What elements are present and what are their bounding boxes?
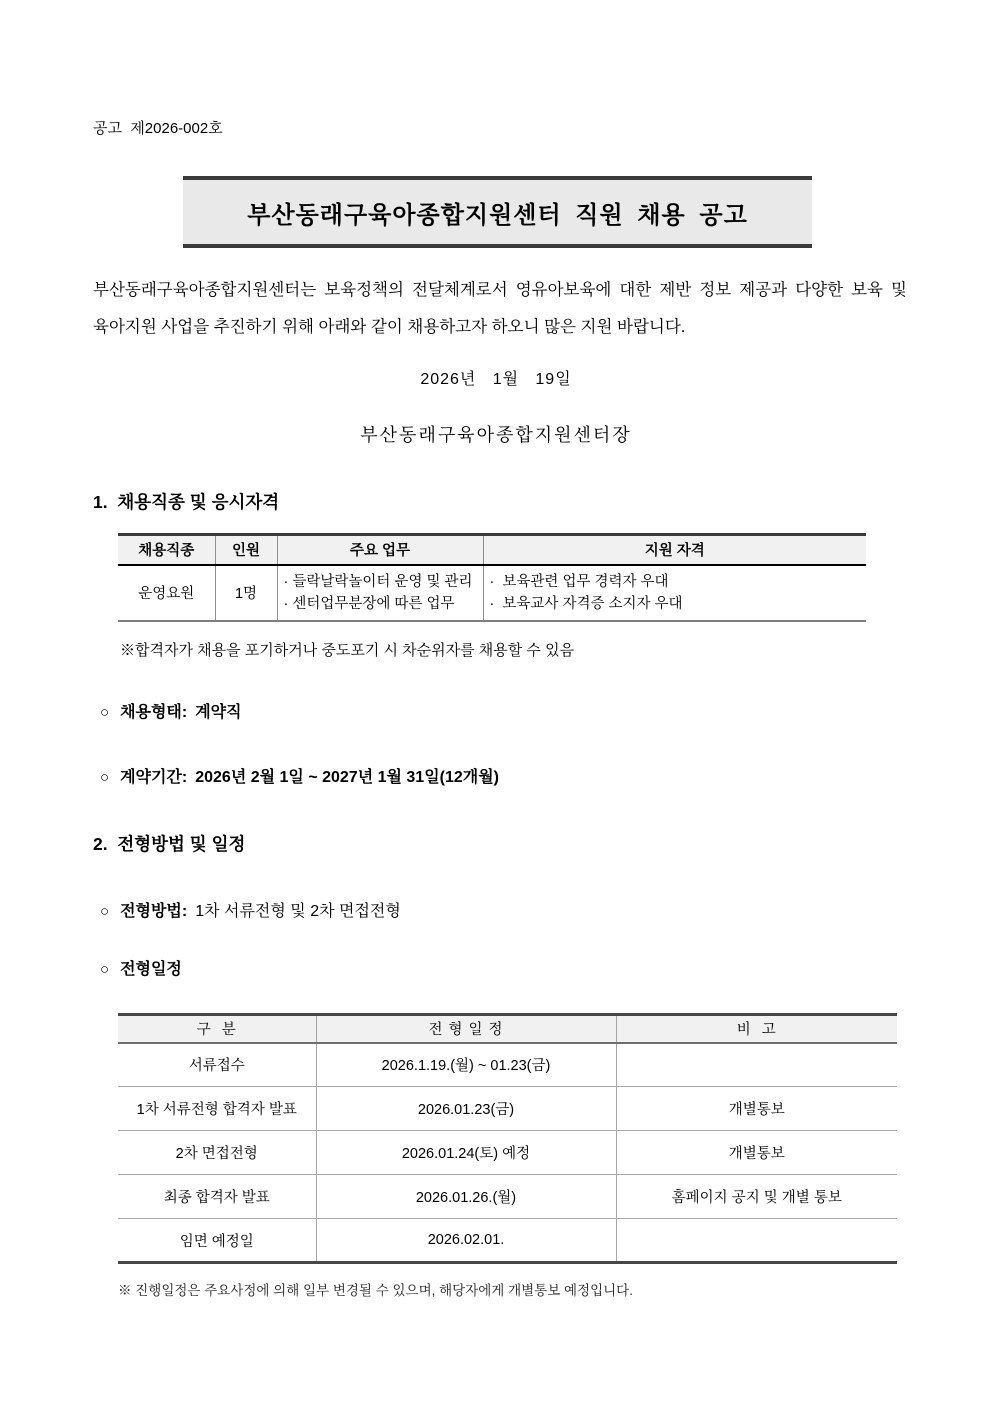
job-table-header-row bbox=[118, 535, 866, 565]
announcement-date: 2026년 1월 19일 bbox=[420, 371, 572, 388]
schedule-label: 전형일정 bbox=[120, 961, 182, 978]
schedule-cell: 1차 서류전형 합격자 발표 bbox=[118, 1087, 316, 1131]
circle-bullet-icon: ○ bbox=[100, 903, 110, 920]
schedule-row bbox=[118, 1043, 897, 1087]
job-table-header-qualifications: 지원 자격 bbox=[483, 535, 866, 565]
contract-period-label: 계약기간: bbox=[120, 769, 188, 786]
schedule-header-row bbox=[118, 1015, 897, 1043]
employment-type-value: 계약직 bbox=[195, 704, 242, 721]
schedule-header-dates: 전 형 일 정 bbox=[316, 1015, 616, 1043]
schedule-cell: 2026.01.24(토) 예정 bbox=[316, 1131, 616, 1175]
schedule-cell: 2026.02.01. bbox=[316, 1219, 616, 1263]
schedule-cell: 임면 예정일 bbox=[179, 1233, 254, 1250]
section1-heading: 1. 채용직종 및 응시자격 bbox=[93, 492, 280, 512]
circle-bullet-icon: ○ bbox=[100, 769, 110, 786]
page-title: 부산동래구육아종합지원센터 직원 채용 공고 bbox=[247, 201, 748, 229]
job-table bbox=[118, 533, 866, 622]
circle-bullet-icon: ○ bbox=[100, 704, 110, 721]
schedule-header-category: 구 분 bbox=[118, 1015, 316, 1043]
employment-type-label: 채용형태: bbox=[120, 704, 188, 721]
selection-method-item bbox=[100, 898, 401, 921]
employment-type-item bbox=[100, 699, 242, 722]
job-table-header-count: 인원 bbox=[215, 535, 277, 565]
section2-heading: 2. 전형방법 및 일정 bbox=[93, 834, 246, 854]
schedule-cell: 서류접수 bbox=[118, 1043, 316, 1087]
schedule-cell: 2026.01.23(금) bbox=[316, 1087, 616, 1131]
job-table-note: ※합격자가 채용을 포기하거나 중도포기 시 차순위자를 채용할 수 있음 bbox=[120, 642, 575, 659]
signature-line: 부산동래구육아종합지원센터장 bbox=[360, 425, 632, 445]
qualification-line: · 보육교사 자격증 소지자 우대 bbox=[489, 595, 683, 612]
schedule-table bbox=[118, 1013, 897, 1264]
schedule-cell: 홈페이지 공지 및 개별 통보 bbox=[616, 1175, 897, 1219]
schedule-cell bbox=[616, 1219, 897, 1263]
schedule-cell: 2026.01.26.(월) bbox=[316, 1175, 616, 1219]
schedule-row bbox=[118, 1131, 897, 1175]
intro-paragraph: 부산동래구육아종합지원센터는 보육정책의 전달체계로서 영유아보육에 대한 제반 정보 제공과 다양한 보육 및 육아지원 사업을 추진하기 위해 아래와 같이 채용하고자 하오니 많은 지원 바랍니다. bbox=[93, 281, 907, 336]
schedule-row bbox=[118, 1219, 897, 1263]
title-box bbox=[183, 176, 812, 248]
circle-bullet-icon: ○ bbox=[100, 961, 110, 978]
qualification-line: · 보육관련 업무 경력자 우대 bbox=[489, 573, 669, 590]
qualifications-cell bbox=[483, 565, 866, 621]
count-cell: 1명 bbox=[215, 565, 277, 621]
schedule-header-remarks: 비 고 bbox=[616, 1015, 897, 1043]
contract-period-item bbox=[100, 764, 499, 787]
job-table-header-duties: 주요 업무 bbox=[277, 535, 483, 565]
schedule-footnote: ※ 진행일정은 주요사정에 의해 일부 변경될 수 있으며, 해당자에게 개별통보 예정입니다. bbox=[118, 1283, 633, 1298]
schedule-cell bbox=[616, 1043, 897, 1087]
schedule-row bbox=[118, 1087, 897, 1131]
job-cell: 운영요원 bbox=[138, 586, 195, 602]
doc-number: 공고 제2026-002호 bbox=[93, 120, 223, 137]
schedule-cell: 최종 합격자 발표 bbox=[118, 1175, 316, 1219]
schedule-cell: 2차 면접전형 bbox=[118, 1131, 316, 1175]
schedule-row bbox=[118, 1175, 897, 1219]
schedule-cell: 개별통보 bbox=[616, 1131, 897, 1175]
duty-line: · 센터업무분장에 따른 업무 bbox=[283, 595, 455, 612]
selection-method-label: 전형방법: bbox=[120, 903, 188, 920]
schedule-cell: 개별통보 bbox=[616, 1087, 897, 1131]
duty-line: · 들락날락놀이터 운영 및 관리 bbox=[283, 573, 473, 590]
contract-period-value: 2026년 2월 1일 ~ 2027년 1월 31일(12개월) bbox=[195, 769, 500, 786]
duties-cell bbox=[277, 565, 483, 621]
job-table-row bbox=[118, 565, 866, 621]
job-table-header-job: 채용직종 bbox=[118, 535, 215, 565]
schedule-cell: 2026.1.19.(월) ~ 01.23(금) bbox=[316, 1043, 616, 1087]
schedule-item bbox=[100, 956, 190, 979]
selection-method-value: 1차 서류전형 및 2차 면접전형 bbox=[195, 903, 401, 920]
